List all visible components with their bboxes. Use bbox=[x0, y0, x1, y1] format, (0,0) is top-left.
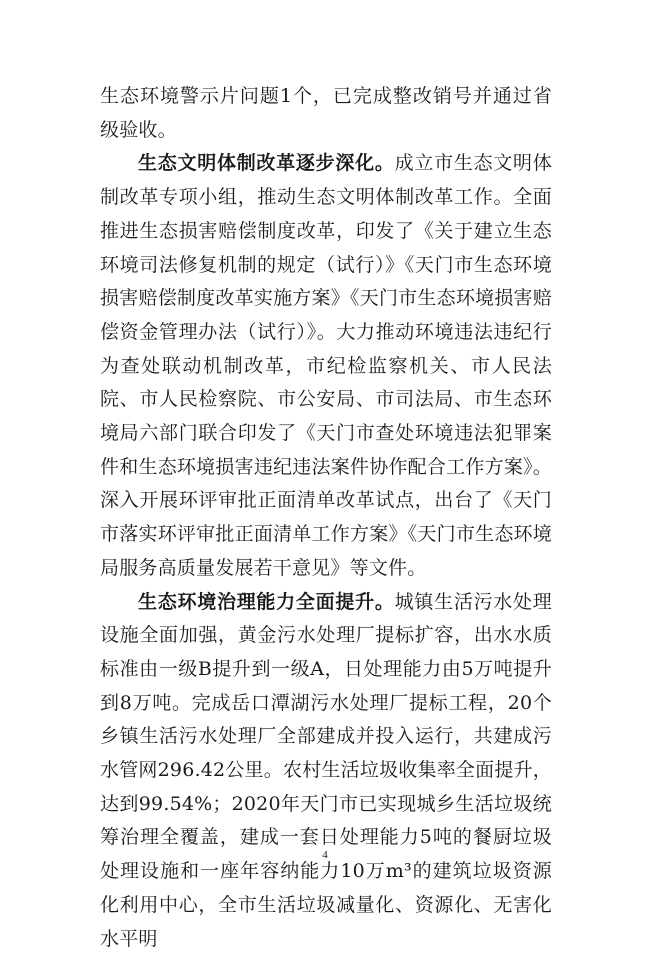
paragraph-governance-capacity bbox=[100, 586, 552, 956]
paragraph-heading: 生态环境治理能力全面提升。 bbox=[138, 590, 395, 613]
paragraph-text: 城镇生活污水处理设施全面加强，黄金污水处理厂提标扩容，出水水质标准由一级B提升到一级A，日处理能力由5万吨提升到8万吨。完成岳口潭湖污水处理厂提标工程，20个乡镇生活污水处理厂全部建成并投入运行，共建成污水管网296.42公里。农村生活垃圾收集率全面提升，达到99.54%；2020年天门市已实现城乡生活垃圾统筹治理全覆盖，建成一套日处理能力5吨的餐厨垃圾处理设施和一座年容纳能力10万m³的建筑垃圾资源化利用中心，全市生活垃圾减量化、资源化、无害化水平明 bbox=[100, 590, 552, 950]
document-body bbox=[100, 80, 552, 956]
paragraph-heading: 生态文明体制改革逐步深化。 bbox=[138, 152, 395, 175]
paragraph-ecological-reform bbox=[100, 147, 552, 585]
page-number: 4 bbox=[322, 849, 328, 861]
paragraph-text: 成立市生态文明体制改革专项小组，推动生态文明体制改革工作。全面推进生态损害赔偿制度改革，印发了《关于建立生态环境司法修复机制的规定（试行）》《天门市生态环境损害赔偿制度改革实施方案》《天门市生态环境损害赔偿资金管理办法（试行）》。大力推动环境违法违纪行为查处联动机制改革，市纪检监察机关、市人民法院、市人民检察院、市公安局、市司法局、市生态环境局六部门联合印发了《天门市查处环境违法犯罪案件和生态环境损害违纪违法案件协作配合工作方案》。深入开展环评审批正面清单改革试点，出台了《天门市落实环评审批正面清单工作方案》《天门市生态环境局服务高质量发展若干意见》等文件。 bbox=[100, 152, 552, 579]
paragraph-text: 生态环境警示片问题1个，已完成整改销号并通过省级验收。 bbox=[100, 85, 552, 141]
paragraph-continuation bbox=[100, 80, 552, 147]
